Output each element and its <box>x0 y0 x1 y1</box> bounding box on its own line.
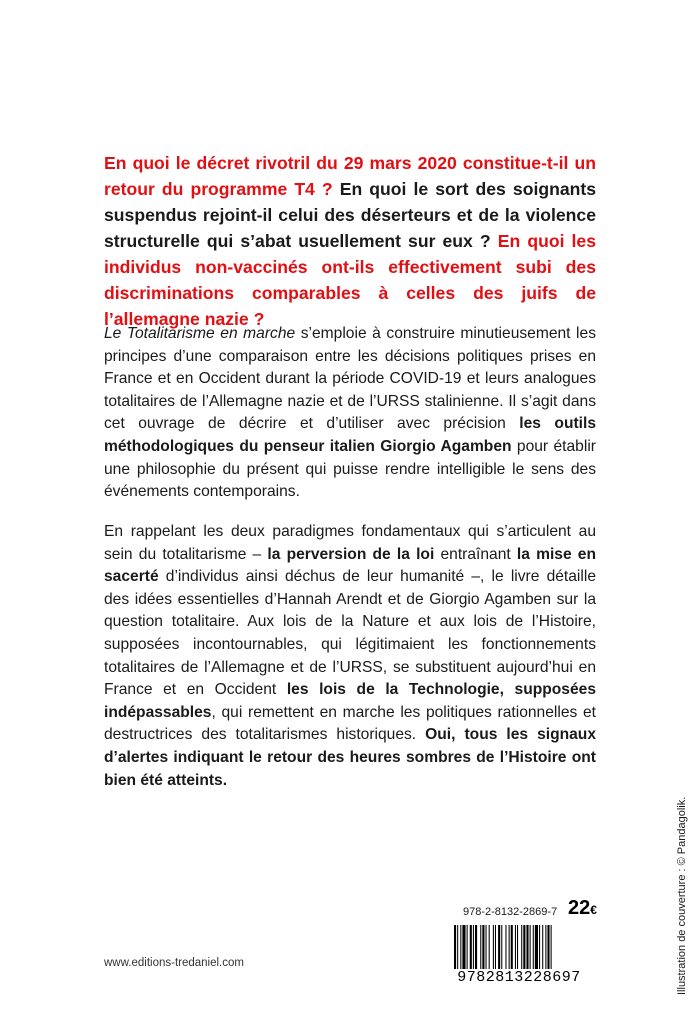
barcode-bar <box>551 925 552 971</box>
barcode-bar <box>498 925 500 971</box>
barcode-bar <box>486 925 487 971</box>
barcode-icon <box>452 925 586 971</box>
barcode-bar <box>515 925 516 971</box>
question-non-vaccines: En quoi les individus non-vaccinés ont-ils effectivement subi des discriminations comparables à celles des juifs de l’allemagne nazie ? <box>104 231 596 329</box>
price-value: 22 <box>568 897 591 919</box>
publisher-website[interactable]: www.editions-tredaniel.com <box>104 957 244 969</box>
summary-paragraph-1 <box>104 323 596 504</box>
paragraph-1-text-b: pour établir une philosophie du présent qui puisse rendre intelligible le sens des événements contemporains. <box>104 437 596 501</box>
paragraph-2-bold-b: la mise en sacerté <box>104 545 597 586</box>
barcode-bar <box>530 925 531 971</box>
barcode-bar <box>521 925 522 971</box>
barcode-bar <box>517 925 518 971</box>
book-title: Le Totalitarisme en marche <box>104 325 296 342</box>
paragraph-2-bold-d: Oui, tous les signaux d’alertes indiquant le retour des heures sombres de l’Histoire ont bien été atteints. <box>104 726 597 789</box>
question-rivotril: En quoi le décret rivotril du 29 mars 2020 constitue-t-il un retour du programme T4 ? <box>104 153 596 199</box>
paragraph-2-text-a: En rappelant les deux paradigmes fondamentaux qui s’articulent au sein du totalitarisme – <box>104 523 596 563</box>
summary-paragraph-2 <box>104 521 596 792</box>
price-currency: € <box>590 903 597 917</box>
paragraph-1-bold-a: les outils méthodologiques du penseur italien Giorgio Agamben <box>104 415 597 455</box>
barcode-bar <box>533 925 534 971</box>
barcode-bar <box>505 925 506 971</box>
barcode-bar <box>470 925 472 971</box>
paragraph-1-text-a: s’emploie à construire minutieusement les principes d’une comparaison entre les décisions politiques prises en France et en Occident durant la période COVID-19 et leurs analogues totalitaires de l’Allemagne nazie et de l’URSS stalinienne. Il s’agit dans cet ouvrage de décrire et d’utiliser avec précision <box>104 325 596 433</box>
barcode-bar <box>467 925 468 971</box>
question-soignants: En quoi le sort des soignants suspendus rejoint-il celui des déserteurs et de la violence structurelle qui s’abat usuellement sur eux ? <box>104 179 596 251</box>
isbn: 978-2-8132-2869-7 <box>463 906 558 918</box>
barcode-bar <box>526 925 528 971</box>
barcode-bar <box>535 925 538 971</box>
lead-questions <box>104 150 596 332</box>
paragraph-2-text-b: entraînant <box>434 545 517 563</box>
barcode-bar <box>489 925 490 971</box>
paragraph-2-bold-a: la perversion de la loi <box>267 545 435 563</box>
barcode-bar <box>454 925 456 971</box>
barcode-bar <box>457 925 458 971</box>
barcode-bar <box>547 925 549 971</box>
barcode-bar <box>539 925 540 971</box>
barcode-bar <box>509 925 510 971</box>
cover-credit: Illustration de couverture : © Pandagolik. <box>676 796 688 995</box>
barcode-bar <box>460 925 461 971</box>
barcode-bar <box>482 925 484 971</box>
paragraph-2-bold-c: les lois de la Technologie, supposées indépassables <box>104 681 597 721</box>
barcode-bar <box>475 925 477 971</box>
barcode-bar <box>473 925 474 971</box>
barcode-digits: 9782813228697 <box>452 969 586 987</box>
barcode-bar <box>542 925 543 971</box>
barcode-bar <box>493 925 494 971</box>
price <box>568 897 597 920</box>
barcode-bar <box>545 925 546 971</box>
barcode-bar <box>462 925 465 971</box>
paragraph-2-text-c: d’individus ainsi déchus de leur humanité –, le livre détaille des idées essentielles d’Hannah Arendt et de Giorgio Agamben sur la question totalitaire. Aux lois de la Nature et aux lois de l’Histoire, supposées incontournables, qui légitimaient les fonctionnements totalitaires de l’Allemagne et de l’URSS, se substituent aujourd’hui en France et en Occident <box>104 568 596 699</box>
barcode-bar <box>523 925 525 971</box>
barcode-bar <box>495 925 496 971</box>
paragraph-2-text-d: , qui remettent en marche les politiques rationnelles et destructrices des totalitarismes historiques. <box>104 703 596 744</box>
barcode-bar <box>501 925 502 971</box>
barcode-bar <box>480 925 481 971</box>
barcode-bar <box>511 925 513 971</box>
